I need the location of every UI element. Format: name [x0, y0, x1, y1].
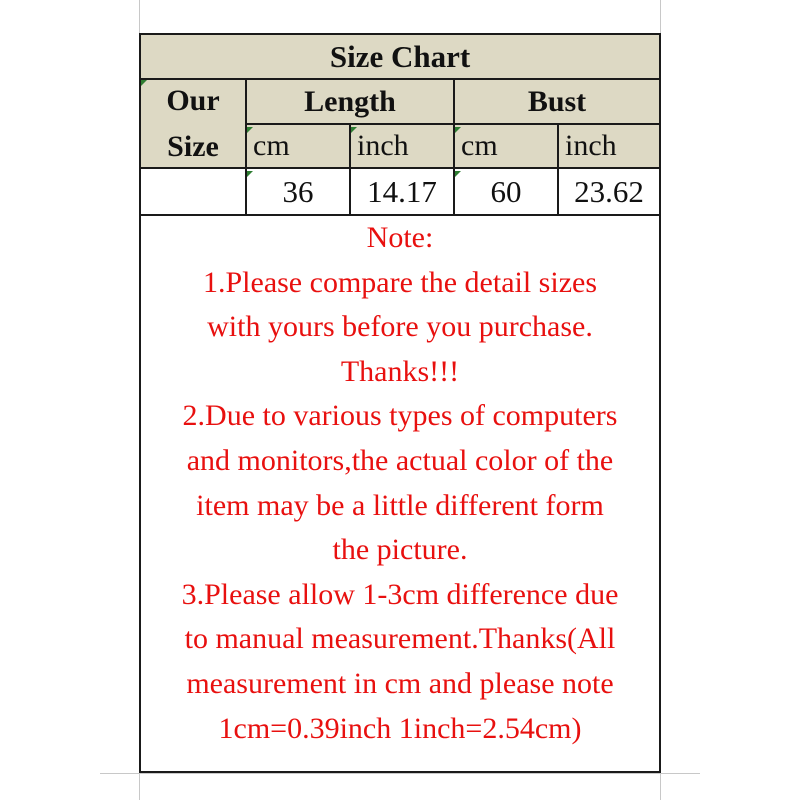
note-line: 1cm=0.39inch 1inch=2.54cm) — [218, 711, 582, 745]
our-size-header-line2: Size — [167, 129, 219, 163]
spreadsheet-gridline — [139, 773, 140, 800]
note-line: the picture. — [332, 533, 468, 567]
note-line: 3.Please allow 1-3cm difference due — [181, 577, 619, 611]
spreadsheet-gridline — [660, 773, 661, 800]
note-line: measurement in cm and please note — [186, 666, 614, 700]
our-size-header-line1: Our — [166, 83, 220, 117]
size-chart-sheet — [139, 33, 661, 773]
size-chart-title: Size Chart — [141, 35, 659, 80]
note-line: and monitors,the actual color of the — [186, 443, 614, 477]
note-line: with yours before you purchase. — [207, 310, 593, 344]
spreadsheet-gridline — [660, 0, 661, 33]
length-header: Length — [245, 80, 453, 125]
notes-section — [141, 216, 659, 751]
note-heading: Note: — [366, 221, 434, 254]
unit-cell-bust-cm: cm — [453, 125, 557, 169]
unit-cell-length-inch: inch — [349, 125, 453, 169]
length-inch-value: 14.17 — [349, 169, 453, 216]
note-line: item may be a little different form — [196, 488, 604, 522]
note-line: 1.Please compare the detail sizes — [202, 265, 597, 299]
cell-marker-icon — [455, 127, 461, 133]
cell-marker-icon — [247, 171, 253, 177]
note-line: 2.Due to various types of computers — [182, 399, 618, 433]
our-size-header — [141, 80, 245, 169]
spreadsheet-gridline — [139, 0, 140, 33]
unit-cell-length-cm: cm — [245, 125, 349, 169]
bust-header: Bust — [453, 80, 659, 125]
size-table — [141, 80, 659, 216]
note-line: to manual measurement.Thanks(All — [184, 622, 616, 656]
length-cm-value: 36 — [245, 169, 349, 216]
cell-marker-icon — [455, 171, 461, 177]
size-value-cell — [141, 169, 245, 216]
spreadsheet-gridline — [100, 773, 700, 774]
cell-marker-icon — [351, 127, 357, 133]
bust-inch-value: 23.62 — [557, 169, 659, 216]
note-line: Thanks!!! — [340, 354, 460, 388]
unit-cell-bust-inch: inch — [557, 125, 659, 169]
bust-cm-value: 60 — [453, 169, 557, 216]
cell-marker-icon — [141, 80, 147, 86]
cell-marker-icon — [247, 127, 253, 133]
